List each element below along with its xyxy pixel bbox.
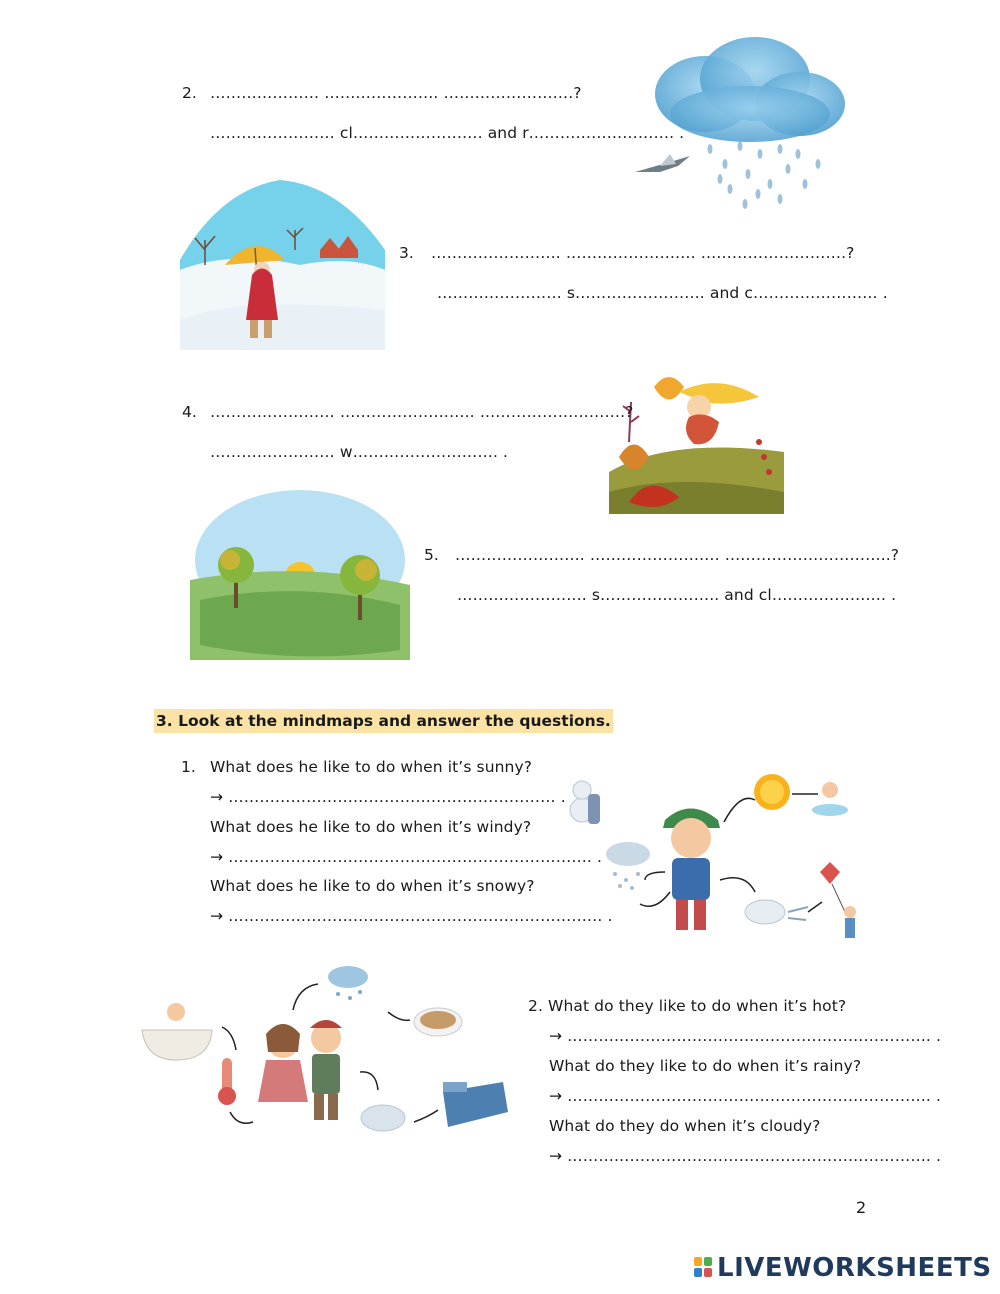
liveworksheets-logo <box>694 1253 992 1283</box>
autumn-fairy-illustration <box>609 362 784 514</box>
part-2-rainy-answer-blank[interactable]: → ……………………………………………………………. . <box>549 1087 941 1105</box>
part-2-hot-answer-blank[interactable]: → ……………………………………………………………. . <box>549 1027 941 1045</box>
part-2-cloudy-answer-blank[interactable]: → ……………………………………………………………. . <box>549 1147 941 1165</box>
part-1-snowy-question: What does he like to do when it’s snowy? <box>210 877 535 895</box>
liveworksheets-brand-text: LIVEWORKSHEETS <box>717 1253 992 1283</box>
part-1-number: 1. <box>181 758 196 776</box>
item-5-question-blank[interactable]: ……………………. ……………………. …………………………..? <box>455 546 900 564</box>
part-1-sunny-question: What does he like to do when it’s sunny? <box>210 758 533 776</box>
item-3-question-blank[interactable]: ……………………. ……………………. ……………………….? <box>431 244 855 262</box>
part-2-rainy-question: What do they like to do when it’s rainy? <box>549 1057 862 1075</box>
winter-girl-umbrella-illustration <box>180 170 385 350</box>
part-1-snowy-answer-blank[interactable]: → ……………………………………………………………… . <box>210 907 613 925</box>
part-2-hot-question: 2. What do they like to do when it’s hot? <box>528 997 847 1015</box>
mindmap-boy-illustration <box>560 762 880 957</box>
part-1-windy-question: What does he like to do when it’s windy? <box>210 818 532 836</box>
part-2-cloudy-question: What do they do when it’s cloudy? <box>549 1117 821 1135</box>
part-1-windy-answer-blank[interactable]: → ……………………………………………………………. . <box>210 848 602 866</box>
part-1-sunny-answer-blank[interactable]: → ……………………………………………………… . <box>210 788 566 806</box>
item-3-number: 3. <box>399 244 414 262</box>
exercise-3-heading: 3. Look at the mindmaps and answer the questions. <box>154 709 613 733</box>
item-4-answer-blank[interactable]: …………………… w………………………. . <box>210 443 509 461</box>
item-2-answer-blank[interactable]: …………………… cl……………………. and r………………………. . <box>210 124 685 142</box>
item-2-number: 2. <box>182 84 197 102</box>
item-4-question-blank[interactable]: …………………… …………………….. ……………………….? <box>210 403 634 421</box>
item-5-answer-blank[interactable]: ……………………. s………………….. and cl…………………. . <box>457 586 897 604</box>
item-2-question-blank[interactable]: ………………… …………………. …………………….? <box>210 84 582 102</box>
item-4-number: 4. <box>182 403 197 421</box>
item-3-answer-blank[interactable]: …………………… s……………………. and c…………………… . <box>437 284 888 302</box>
spring-landscape-illustration <box>190 490 410 660</box>
item-5-number: 5. <box>424 546 439 564</box>
mindmap-children-illustration <box>138 962 510 1142</box>
page-number: 2 <box>856 1198 867 1217</box>
liveworksheets-logo-icon <box>694 1257 714 1279</box>
